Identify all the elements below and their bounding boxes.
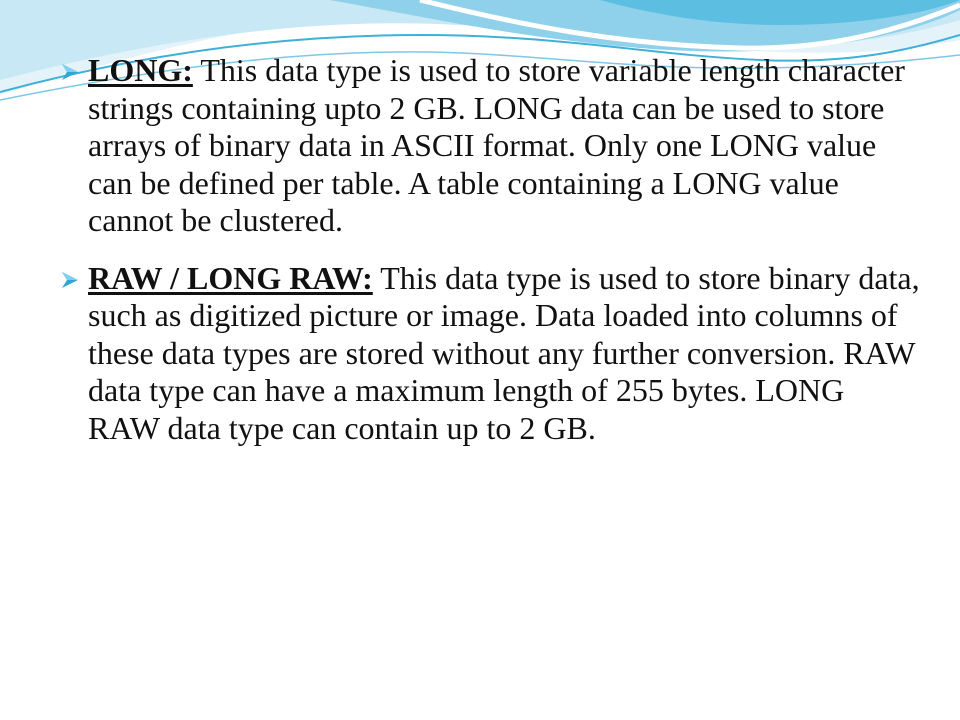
bullet-description: This data type is used to store variable length character strings containing upto 2 GB. LONG data can be used to store arrays of binary data in ASCII format. Only one LONG value can be defined per table. A table containing a LONG value cannot be clustered. (88, 52, 905, 238)
bullet-description: This data type is used to store binary data, such as digitized picture or image. Data loaded into columns of these data types are stored without any further conversion. RAW data type can have a maximum length of 255 bytes. LONG RAW data type can contain up to 2 GB. (88, 259, 920, 446)
bullet-term: RAW / LONG RAW: (88, 259, 373, 296)
arrow-bullet-icon (60, 63, 80, 81)
bullet-term: LONG: (88, 52, 193, 88)
slide-content (60, 52, 920, 467)
arrow-bullet-icon (60, 271, 80, 289)
bullet-long (60, 52, 920, 240)
bullet-raw-long-raw (60, 260, 920, 448)
